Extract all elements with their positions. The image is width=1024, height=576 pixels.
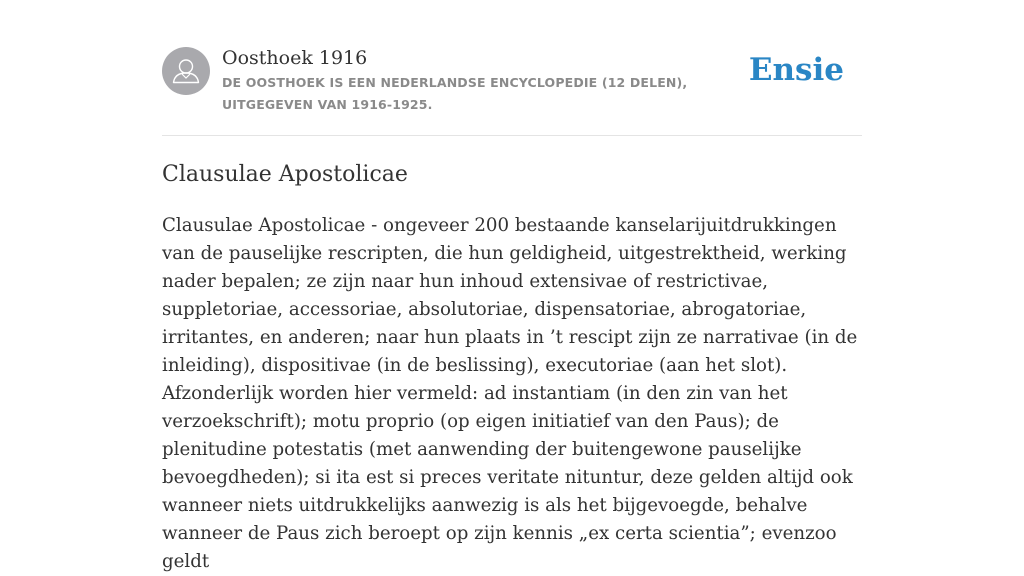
source-description: DE OOSTHOEK IS EEN NEDERLANDSE ENCYCLOPEDIE (12 DELEN), UITGEGEVEN VAN 1916-1925. [222,75,688,112]
source-avatar[interactable] [162,47,210,95]
ensie-logo-link[interactable]: Ensie [748,52,844,88]
user-silhouette-icon [162,47,210,95]
source-header [162,46,862,136]
article-title: Clausulae Apostolicae [162,162,408,187]
article-body: Clausulae Apostolicae - ongeveer 200 bestaande kanselarijuitdrukkingen van de pauselijke rescripten, die hun geldigheid, uitgestrektheid, werking nader bepalen; ze zijn naar hun inhoud extensivae of restrictivae, suppletoriae, accessoriae, absolutoriae, dispensatoriae, abrogatoriae, irritantes, en anderen; naar hun plaats in ’t rescipt zijn ze narrativae (in de inleiding), dispositivae (in de beslissing), executoriae (aan het slot). Afzonderlijk worden hier vermeld: ad instantiam (in den zin van het verzoekschrift); motu proprio (op eigen initiatief van den Paus); de plenitudine potestatis (met aanwending der buitengewone pauselijke bevoegdheden); si ita est si preces veritate nituntur, deze gelden altijd ook wanneer niets uitdrukkelijks aanwezig is als het bijgevoegde, behalve wanneer de Paus zich beroept op zijn kennis „ex certa scientia”; evenzoo geldt [162,215,858,572]
source-title[interactable]: Oosthoek 1916 [222,47,368,69]
